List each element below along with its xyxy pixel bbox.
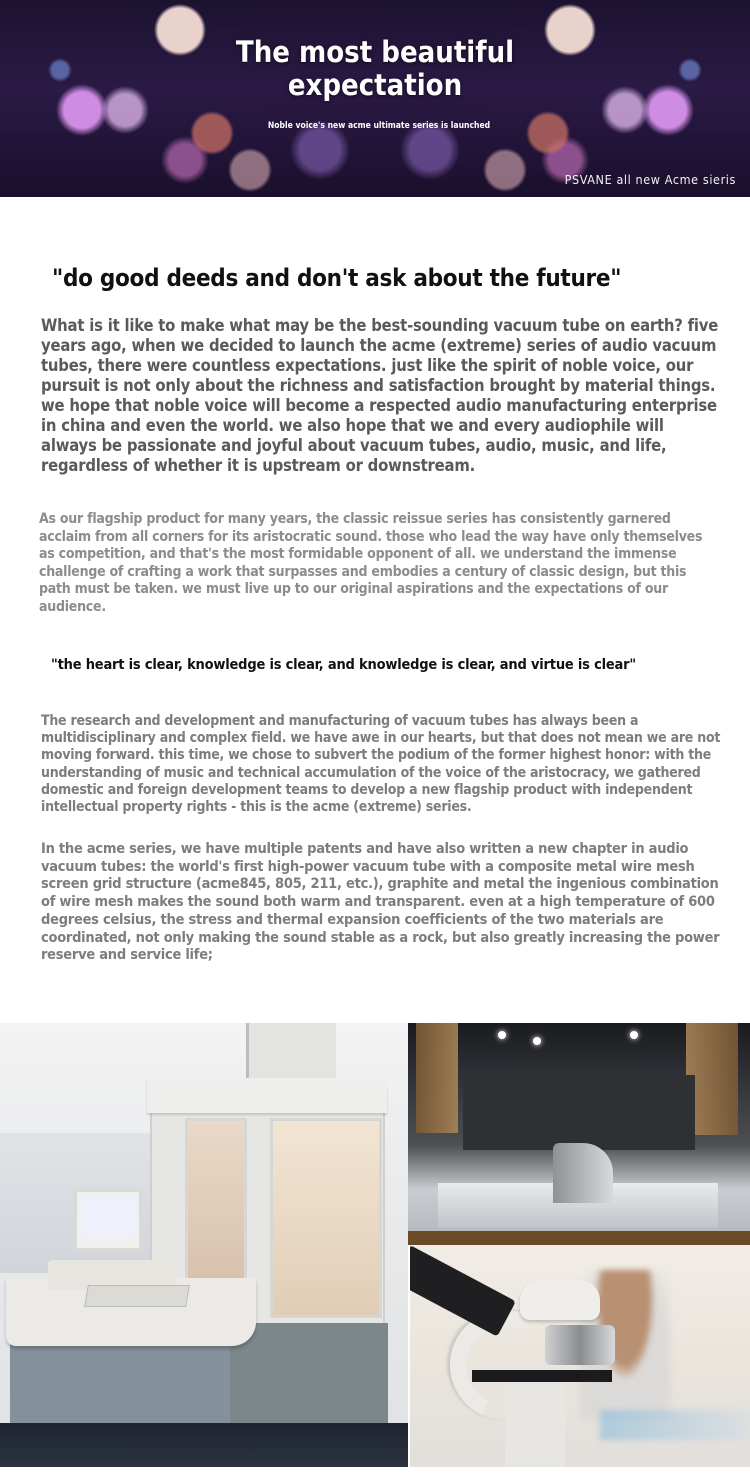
intro-paragraph: What is it like to make what may be the best-sounding vacuum tube on earth? five years ago, when we decided to launch the acme (extreme) series of audio vacuum tubes, there were countless expectations. just like the spirit of noble voice, our pursuit is not only about the richness and satisfaction brought by material things. we hope that noble voice will become a respected audio manufacturing enterprise in china and even the world. we also hope that we and every audiophile will always be passionate and joyful about vacuum tubes, audio, music, and life, regardless of whether it is upstream or downstream.: [41, 316, 719, 475]
banner-title-line-1: The most beautiful: [235, 35, 515, 69]
microscope-stage: [472, 1370, 612, 1382]
machine-cabinet-photo: [0, 1023, 408, 1467]
monitor-screen: [81, 1196, 135, 1238]
chamber-light: [498, 1031, 506, 1039]
chamber-light: [630, 1031, 638, 1039]
microscope-objectives: [545, 1325, 615, 1365]
hero-banner: [0, 0, 750, 197]
banner-caption: PSVANE all new Acme sieris: [564, 172, 736, 187]
lab-bench-blur: [600, 1410, 750, 1440]
monitor: [74, 1189, 142, 1251]
microscope-head: [520, 1280, 600, 1320]
floor: [0, 1423, 408, 1467]
rnd-paragraph: The research and development and manufacturing of vacuum tubes has always been a multidisciplinary and complex field. we have awe in our hearts, but that does not mean we are not moving forward. this time, we chose to subvert the podium of the former highest honor: with the understanding of music and technical accumulation of the voice of the aristocracy, we gathered domestic and foreign development teams to develop a new flagship product with independent intellectual property rights - this is the acme (extreme) series.: [41, 713, 721, 816]
door-left: [416, 1023, 458, 1133]
cabinet-glass-right: [270, 1118, 382, 1318]
quote-heading-2: "the heart is clear, knowledge is clear, and knowledge is clear, and virtue is clear": [51, 657, 636, 673]
microscope-eyepiece: [410, 1245, 516, 1337]
chamber-inner: [463, 1075, 695, 1150]
banner-title-line-2: expectation: [287, 68, 463, 102]
classic-series-paragraph: As our flagship product for many years, the classic reissue series has consistently garnered acclaim from all corners for its aristocratic sound. those who lead the way have only themselves as competition, and that's the most formidable opponent of all. we understand the immense challenge of crafting a work that surpasses and embodies a century of classic design, but this path must be taken. we must live up to our original aspirations and the expectations of our audience.: [39, 511, 703, 615]
microscope-base: [505, 1382, 565, 1467]
cabinet-glass-left: [185, 1118, 247, 1288]
printed-part: [553, 1143, 613, 1203]
patents-paragraph: In the acme series, we have multiple patents and have also written a new chapter in audio vacuum tubes: the world's first high-power vacuum tube with a composite metal wire mesh screen grid structure (acme845, 805, 211, etc.), graphite and metal the ingenious combination of wire mesh makes the sound both warm and transparent. even at a high temperature of 600 degrees celsius, the stress and thermal expansion coefficients of the two materials are coordinated, not only making the sound stable as a rock, but also greatly increasing the power reserve and service life;: [41, 841, 720, 964]
keyboard: [84, 1285, 190, 1307]
quote-heading-1: "do good deeds and don't ask about the future": [52, 264, 622, 292]
chamber-light: [533, 1037, 541, 1045]
banner-subtitle: Noble voice's new acme ultimate series is launched: [267, 121, 491, 131]
banner-title: [0, 36, 750, 102]
chamber-frame: [408, 1231, 750, 1245]
microscope-photo: [410, 1245, 750, 1467]
printer-chamber-photo: [408, 1023, 750, 1245]
cabinet-top: [147, 1078, 387, 1113]
